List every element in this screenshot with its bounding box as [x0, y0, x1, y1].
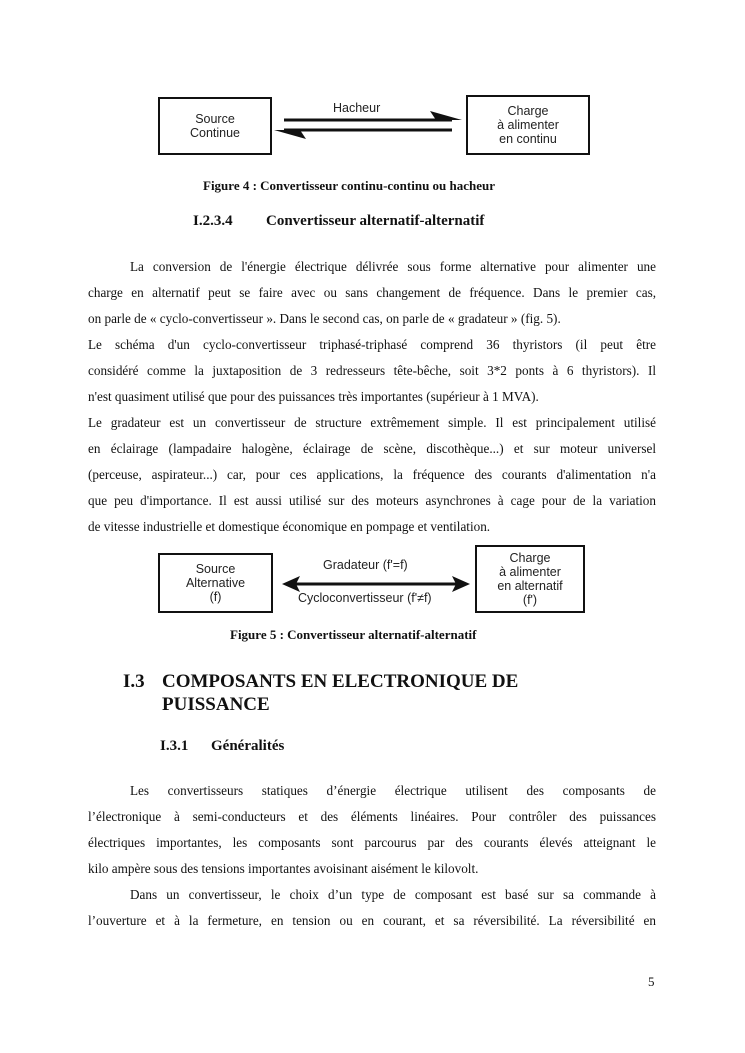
fig5-load-box — [475, 545, 585, 613]
section-number-1-2-3-4: I.2.3.4 — [193, 213, 233, 229]
fig4-load-box — [466, 95, 590, 155]
text-line: de vitesse industrielle et domestique économique en pompage et ventilation. — [88, 519, 491, 534]
fig4-load-line2: à alimenter — [497, 118, 559, 132]
fig5-source-line2: Alternative — [185, 576, 246, 590]
text-line: on parle de « cyclo-convertisseur ». Dans le second cas, on parle de « gradateur » (fig. 5). — [88, 311, 561, 326]
fig4-source-box — [158, 97, 272, 155]
section-number-1-3: I.3 — [123, 671, 145, 692]
fig5-top-label: Gradateur (f'=f) — [323, 558, 408, 572]
page-number: 5 — [648, 974, 655, 989]
text-line: électriques importantes, les composants sont parcourus par des courants élevés atteignant le — [88, 835, 656, 850]
fig4-double-arrow — [272, 110, 464, 140]
fig4-load-line1: Charge — [507, 104, 549, 118]
text-line: Dans un convertisseur, le choix d’un type de composant est basé sur sa commande à — [130, 887, 656, 902]
fig5-load-line4: (f') — [522, 593, 538, 607]
figure-5-caption: Figure 5 : Convertisseur alternatif-alternatif — [230, 627, 477, 642]
text-line: Le gradateur est un convertisseur de structure extrêmement simple. Il est principalement utilisé — [88, 415, 656, 430]
section-title-1-2-3-4: Convertisseur alternatif-alternatif — [266, 213, 485, 229]
section-title-1-3-1: Généralités — [211, 738, 285, 754]
text-line: en éclairage (lampadaire halogène, éclairage de scène, discothèque...) et sur moteur universel — [88, 441, 656, 456]
text-line: (perceuse, aspirateur...) car, pour ces applications, la fréquence des courants d'alimentation n'a — [88, 467, 656, 482]
fig4-source-line1: Source — [195, 112, 235, 126]
fig5-load-line3: en alternatif — [497, 579, 563, 593]
text-line: l’ouverture et à la fermeture, en tension ou en courant, et sa réversibilité. La réversibilité en — [88, 913, 656, 928]
fig5-bottom-label: Cycloconvertisseur (f'≠f) — [298, 591, 432, 605]
text-line: La conversion de l'énergie électrique délivrée sous forme alternative pour alimenter une — [130, 259, 656, 274]
fig5-source-box — [158, 553, 273, 613]
fig4-arrow-label: Hacheur — [333, 101, 381, 115]
text-line: considéré comme la juxtaposition de 3 redresseurs tête-bêche, soit 3*2 ponts à 6 thyristors). Il — [88, 363, 656, 378]
fig4-load-line3: en continu — [499, 132, 557, 146]
section-title-1-3-line1: COMPOSANTS EN ELECTRONIQUE DE — [162, 671, 519, 692]
section-number-1-3-1: I.3.1 — [160, 738, 189, 754]
section-title-1-3-line2: PUISSANCE — [162, 694, 270, 715]
text-line: Le schéma d'un cyclo-convertisseur triphasé-triphasé comprend 36 thyristors (il peut être — [88, 337, 656, 352]
text-line: charge en alternatif peut se faire avec ou sans changement de fréquence. Dans le premier cas, — [88, 285, 656, 300]
text-line: n'est quasiment utilisé que pour des puissances très importantes (supérieur à 1 MVA). — [88, 389, 539, 404]
fig5-load-line2: à alimenter — [499, 565, 561, 579]
fig5-source-line1: Source — [195, 562, 236, 576]
fig5-source-line3: (f) — [209, 590, 222, 604]
fig4-source-line2: Continue — [189, 126, 241, 140]
fig5-load-line1: Charge — [509, 551, 551, 565]
text-line: que peu d'importance. Il est aussi utilisé sur des moteurs asynchrones à cage pour de la variation — [88, 493, 656, 508]
text-line: kilo ampère sous des tensions importantes avoisinant aisément le kilovolt. — [88, 861, 479, 876]
text-line: Les convertisseurs statiques d’énergie électrique utilisent des composants de — [130, 783, 656, 798]
text-line: l’électronique à semi-conducteurs et des éléments linéaires. Pour contrôler des puissances — [88, 809, 656, 824]
figure-4-caption: Figure 4 : Convertisseur continu-continu ou hacheur — [203, 178, 496, 193]
